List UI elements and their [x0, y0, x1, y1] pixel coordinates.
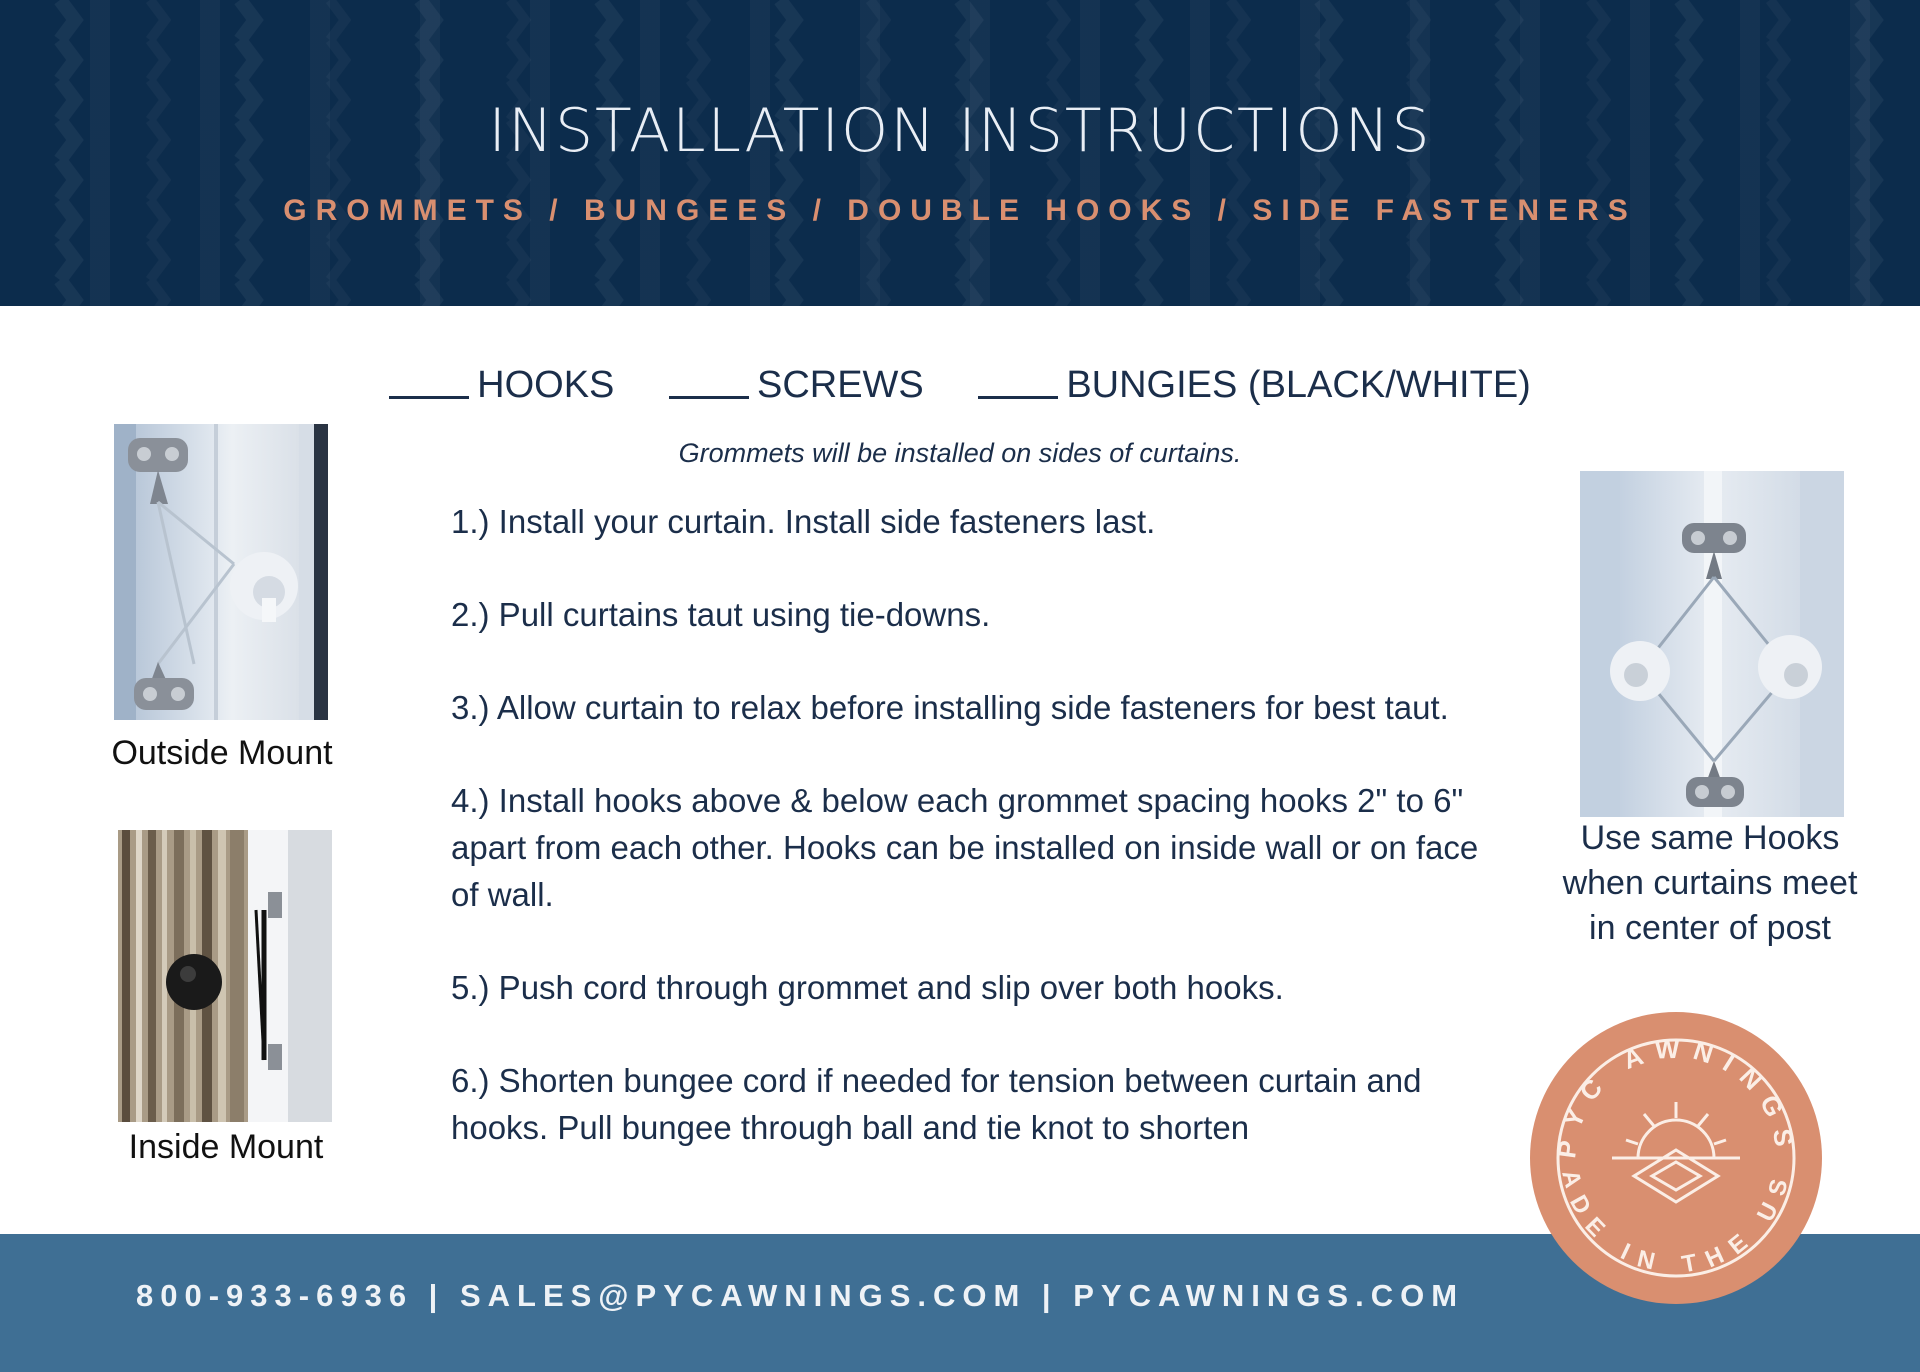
hooks-label: HOOKS: [477, 364, 615, 406]
footer-contact: 800-933-6936 | SALES@PYCAWNINGS.COM | PYCAWNINGS.COM: [136, 1278, 1465, 1313]
screws-label: SCREWS: [756, 364, 924, 406]
center-caption-line-1: Use same Hooks: [1580, 819, 1840, 857]
made-in-usa-badge: [1528, 1010, 1824, 1306]
header-banner: [0, 0, 1920, 306]
step-3: 3.) Allow curtain to relax before installing side fasteners for best taut.: [451, 689, 1449, 726]
outside-mount-photo: [114, 424, 328, 720]
badge-bottom-text: ADE IN THE US: [1556, 1164, 1797, 1279]
inside-mount-caption: Inside Mount: [128, 1128, 324, 1166]
center-post-photo: [1580, 471, 1844, 817]
step-6: 6.) Shorten bungee cord if needed for tension between curtain and hooks. Pull bungee through ball and tie knot to shorten: [451, 1062, 1422, 1146]
grommets-note: Grommets will be installed on sides of curtains.: [678, 438, 1242, 468]
screws-count: [669, 362, 924, 407]
screws-blank: [669, 362, 749, 399]
instruction-steps: [451, 498, 1481, 1197]
center-caption-line-3: in center of post: [1589, 909, 1831, 947]
bungies-count: [978, 362, 1531, 407]
step-5: 5.) Push cord through grommet and slip over both hooks.: [451, 969, 1284, 1006]
center-post-caption: [1530, 816, 1890, 951]
bungies-label: BUNGIES (BLACK/WHITE): [1066, 364, 1531, 406]
inside-mount-photo: [118, 830, 332, 1122]
hooks-count: [389, 362, 614, 407]
center-caption-line-2: when curtains meet: [1562, 864, 1858, 902]
parts-count-row: [0, 362, 1920, 407]
page-subtitle: GROMMETS / BUNGEES / DOUBLE HOOKS / SIDE FASTENERS: [283, 194, 1637, 227]
outside-mount-caption: Outside Mount: [111, 734, 333, 772]
bungies-blank: [978, 362, 1058, 399]
step-2: 2.) Pull curtains taut using tie-downs.: [451, 596, 991, 633]
step-1: 1.) Install your curtain. Install side fasteners last.: [451, 503, 1156, 540]
hooks-blank: [389, 362, 469, 399]
badge-top-text: PYC AWNINGS: [1551, 1033, 1801, 1160]
page-title: INSTALLATION INSTRUCTIONS: [488, 96, 1432, 166]
step-4: 4.) Install hooks above & below each grommet spacing hooks 2" to 6" apart from each other. Hooks can be installed on inside wall or on face of wall.: [451, 782, 1479, 913]
